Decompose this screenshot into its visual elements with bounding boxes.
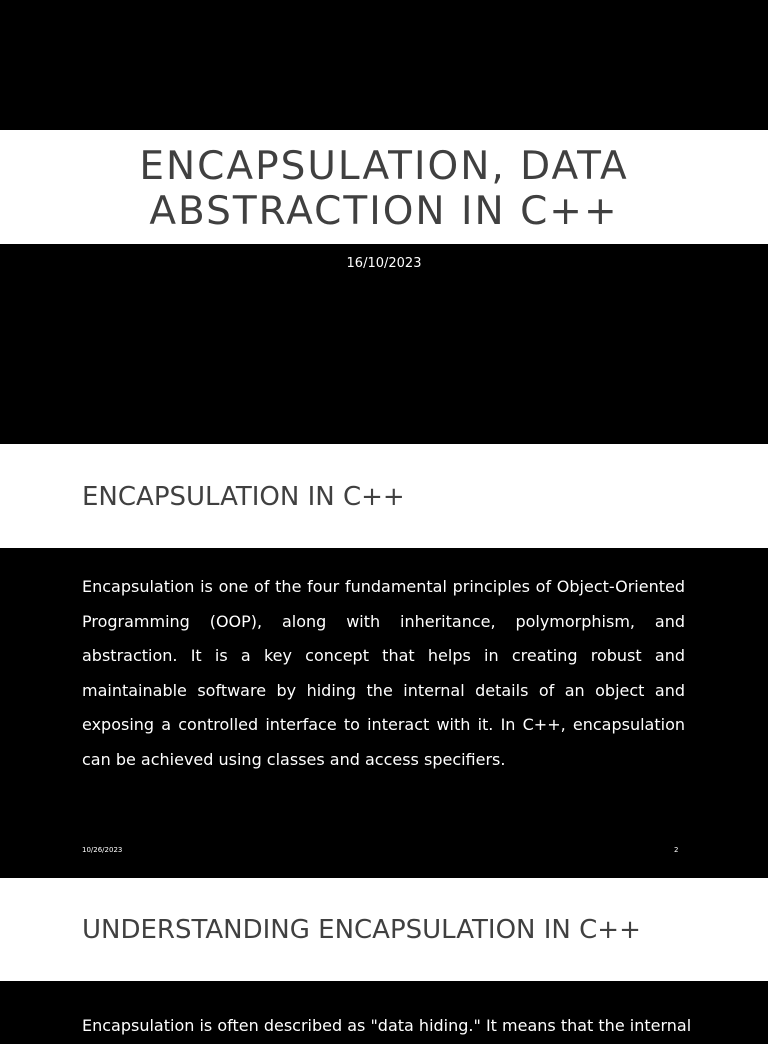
slide1-top-band <box>0 0 768 130</box>
slide2-title: ENCAPSULATION IN C++ <box>82 482 405 512</box>
slide3-body-band <box>0 981 768 1035</box>
slide1-title <box>0 144 768 234</box>
slide2-body-band <box>0 548 768 878</box>
slide1-title-band <box>0 130 768 244</box>
slide2-header-band <box>0 444 768 548</box>
slide3-header-band <box>0 878 768 981</box>
slide1-date: 16/10/2023 <box>346 256 422 271</box>
slide1-title-line1: ENCAPSULATION, DATA <box>139 144 629 189</box>
slide3-body-text: Encapsulation is often described as "data hiding." It means that the internal <box>82 1016 692 1035</box>
slide2-footer-date: 10/26/2023 <box>82 846 123 854</box>
slide3-title: UNDERSTANDING ENCAPSULATION IN C++ <box>82 915 641 945</box>
slide1-title-line2: ABSTRACTION IN C++ <box>149 189 619 234</box>
slide2-page-number: 2 <box>674 846 679 854</box>
slide1-subtitle-band <box>0 244 768 444</box>
slide2-body-text: Encapsulation is one of the four fundamental principles of Object-Oriented Programming (OOP), along with inheritance, polymorphism, and abstraction. It is a key concept that helps in creating robust and maintainable software by hiding the internal details of an object and exposing a controlled interface to interact with it. In C++, encapsulation can be achieved using classes and access specifiers. <box>82 577 685 769</box>
